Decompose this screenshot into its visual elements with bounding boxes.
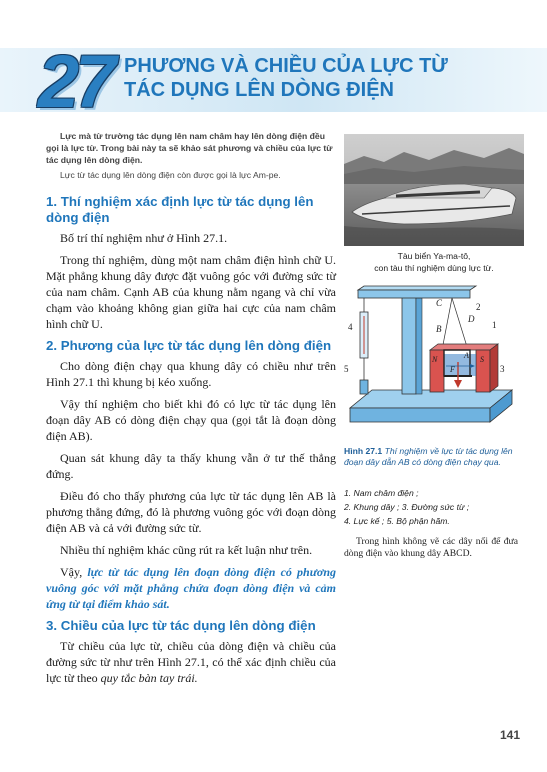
main-text <box>46 194 336 692</box>
section-3-paragraph <box>46 638 336 686</box>
section-3-emphasis: quy tắc bàn tay trái. <box>100 671 198 685</box>
chapter-title-line1: PHƯƠNG VÀ CHIỀU CỦA LỰC TỪ <box>124 55 448 77</box>
section-2-paragraph-1: Cho dòng điện chạy qua khung dây có chiều như trên Hình 27.1 thì khung bị kéo xuống. <box>46 359 336 389</box>
figure-caption-label: Hình 27.1 <box>344 446 383 456</box>
intro-paragraph-1: Lực mà từ trường tác dụng lên nam châm hay lên dòng điện đều gọi là lực từ. Trong bài này ta sẽ khảo sát phương và chiều của lực từ tác dụng lên dòng điện. <box>46 131 333 165</box>
label-a: A <box>464 351 469 360</box>
intro <box>46 130 336 184</box>
figure-caption <box>344 446 520 468</box>
conclusion-highlight: lực từ tác dụng lên đoạn dòng điện có phương vuông góc với mặt phẳng chứa đoạn dòng điện và cảm ứng từ tại điểm khảo sát. <box>46 565 336 611</box>
chapter-number: 27 <box>38 40 113 123</box>
chapter-title-line2: TÁC DỤNG LÊN DÒNG ĐIỆN <box>124 79 394 101</box>
conclusion-prefix: Vậy, <box>60 565 88 579</box>
chapter-title <box>124 54 534 102</box>
experiment-diagram-image <box>340 280 520 440</box>
figure-legend <box>344 487 520 529</box>
figure-caption-text: Thí nghiệm về lực từ tác dụng lên đoạn dây dẫn AB có dòng điện chạy qua. <box>344 446 513 467</box>
legend-line-3: 4. Lực kế ; 5. Bộ phận hãm. <box>344 516 450 526</box>
label-4: 4 <box>348 322 353 332</box>
section-3-text: Từ chiều của lực từ, chiều của dòng điện và chiều của đường sức từ như trên Hình 27.1, có thể xác định chiều của lực từ theo <box>46 639 336 685</box>
photo-caption-line1: Tàu biển Ya-ma-tô, <box>397 251 471 261</box>
chapter-header <box>0 40 547 123</box>
legend-line-1: 1. Nam châm điện ; <box>344 488 419 498</box>
section-2-paragraph-2: Vậy thí nghiệm cho biết khi đó có lực từ tác dụng lên đoạn dây AB có dòng điện chạy qua (gọi tắt là đoạn dòng điện AB). <box>46 397 336 443</box>
label-b: B <box>436 324 442 334</box>
ship-photo-image <box>344 134 524 246</box>
section-1-paragraph-2: Trong thí nghiệm, dùng một nam châm điện hình chữ U. Mặt phẳng khung dây được đặt vuông góc với đường sức từ của nam châm. Cạnh AB của khung nằm ngang và chỉ vừa chạm vào khoảng không gian giữa hai cực của nam châm hình chữ U. <box>46 253 336 331</box>
photo-caption-line2: con tàu thí nghiệm dùng lực từ. <box>374 263 494 273</box>
section-2-paragraph-3: Quan sát khung dây ta thấy khung vẫn ở tư thế thẳng đứng. <box>46 451 336 481</box>
section-2-conclusion <box>46 564 336 612</box>
section-1-title: 1. Thí nghiệm xác định lực từ tác dụng lên dòng điện <box>46 194 314 225</box>
page-number: 141 <box>499 728 520 742</box>
experiment-diagram <box>340 280 520 440</box>
label-2: 2 <box>476 302 481 312</box>
label-1: 1 <box>492 320 497 330</box>
ship-photo <box>344 134 524 246</box>
label-c: C <box>436 298 443 308</box>
section-1-paragraph-1: Bố trí thí nghiệm như ở Hình 27.1. <box>60 231 228 245</box>
label-3: 3 <box>500 364 505 374</box>
section-2-title: 2. Phương của lực từ tác dụng lên dòng điện <box>46 338 332 353</box>
label-n: N <box>432 355 438 364</box>
section-3-title: 3. Chiều của lực từ tác dụng lên dòng điện <box>46 618 316 633</box>
figure-note: Trong hình không vẽ các dây nối để đưa dòng điện vào khung dây ABCD. <box>344 536 518 559</box>
section-2-paragraph-5: Nhiều thí nghiệm khác cũng rút ra kết luận như trên. <box>60 543 313 557</box>
label-5: 5 <box>344 364 349 374</box>
label-s: S <box>480 355 484 364</box>
legend-line-2: 2. Khung dây ; 3. Đường sức từ ; <box>344 502 470 512</box>
label-d: D <box>468 314 475 324</box>
photo-caption <box>344 250 524 274</box>
section-2-paragraph-4: Điều đó cho thấy phương của lực từ tác dụng lên AB là phương thẳng đứng, đó là phương vuông góc với đoạn dòng điện AB và cả với đường sức từ. <box>46 489 336 535</box>
intro-paragraph-2: Lực từ tác dụng lên dòng điện còn được gọi là lực Am-pe. <box>60 170 281 180</box>
label-f: F <box>450 365 455 374</box>
